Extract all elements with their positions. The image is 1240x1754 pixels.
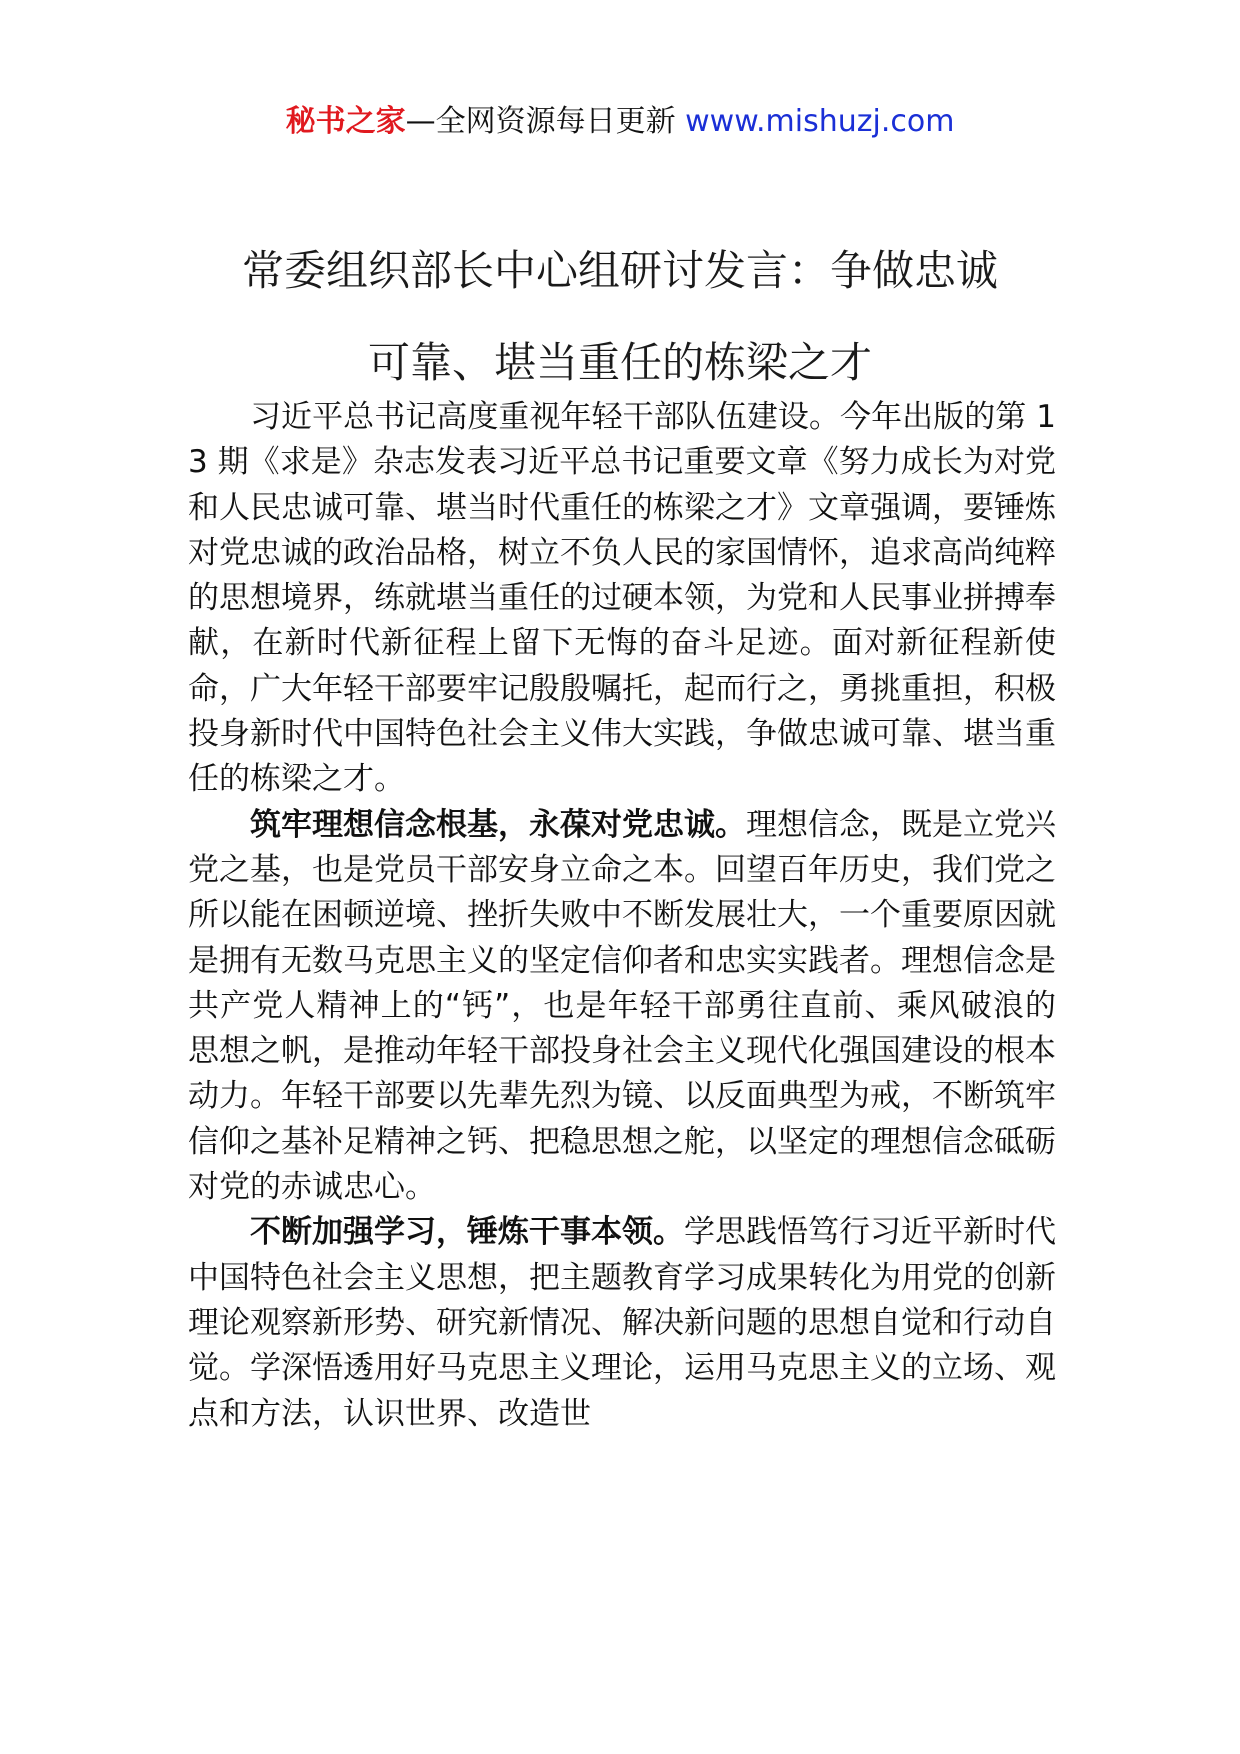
title-line-1: 常委组织部长中心组研讨发言：争做忠诚 bbox=[241, 246, 998, 295]
header-tagline: —全网资源每日更新 bbox=[405, 104, 686, 139]
paragraph-text: 习近平总书记高度重视年轻干部队伍建设。今年出版的第 13 期《求是》杂志发表习近平总书记重要文章《努力成长为对党和人民忠诚可靠、堪当时代重任的栋梁之才》文章强调，要锤炼对党忠诚的政治品格，树立不负人民的家国情怀，追求高尚纯粹的思想境界，练就堪当重任的过硬本领，为党和人民事业拼搏奉献，在新时代新征程上留下无悔的奋斗足迹。面对新征程新使命，广大年轻干部要牢记殷殷嘱托，起而行之，勇挑重担，积极投身新时代中国特色社会主义伟大实践，争做忠诚可靠、堪当重任的栋梁之才。 bbox=[188, 399, 1056, 798]
paragraph-lead: 不断加强学习，锤炼干事本领。 bbox=[250, 1214, 684, 1251]
paragraph-1 bbox=[188, 395, 1056, 803]
paragraph-2 bbox=[188, 803, 1056, 1211]
site-url-link[interactable]: www.mishuzj.com bbox=[685, 104, 955, 139]
site-header bbox=[0, 100, 1240, 144]
brand-name: 秘书之家 bbox=[285, 104, 406, 139]
title-line-2: 可靠、堪当重任的栋梁之才 bbox=[367, 338, 872, 387]
document-body bbox=[188, 395, 1056, 1437]
document-title bbox=[150, 225, 1090, 409]
paragraph-text: 学思践悟笃行习近平新时代中国特色社会主义思想，把主题教育学习成果转化为用党的创新理论观察新形势、研究新情况、解决新问题的思想自觉和行动自觉。学深悟透用好马克思主义理论，运用马克思主义的立场、观点和方法，认识世界、改造世 bbox=[188, 1214, 1056, 1432]
paragraph-3 bbox=[188, 1210, 1056, 1436]
paragraph-text: 理想信念，既是立党兴党之基，也是党员干部安身立命之本。回望百年历史，我们党之所以能在困顿逆境、挫折失败中不断发展壮大，一个重要原因就是拥有无数马克思主义的坚定信仰者和忠实实践者。理想信念是共产党人精神上的“钙”，也是年轻干部勇往直前、乘风破浪的思想之帆，是推动年轻干部投身社会主义现代化强国建设的根本动力。年轻干部要以先辈先烈为镜、以反面典型为戒，不断筑牢信仰之基补足精神之钙、把稳思想之舵，以坚定的理想信念砥砺对党的赤诚忠心。 bbox=[188, 806, 1056, 1206]
paragraph-lead: 筑牢理想信念根基，永葆对党忠诚。 bbox=[250, 806, 746, 843]
